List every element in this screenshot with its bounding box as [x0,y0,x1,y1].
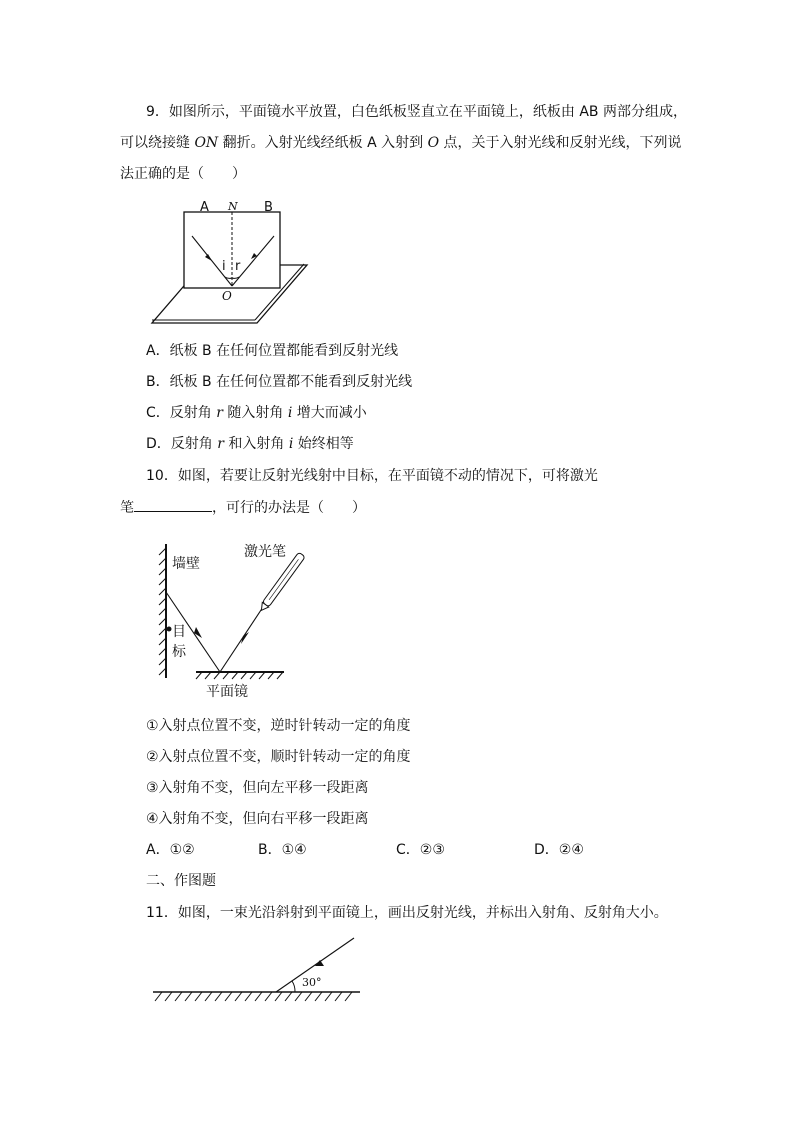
q11-stem: 11．如图，一束光沿斜射到平面镜上，画出反射光线，并标出入射角、反射角大小。 [146,905,668,921]
fig-wall-label: 墙壁 [172,556,200,572]
q9-option-a: A．纸板 B 在任何位置都能看到反射光线 [146,343,399,359]
q9-option-c: C．反射角 r 随入射角 i 增大而减小 [146,405,367,421]
q10-choice-1: ①入射点位置不变，逆时针转动一定的角度 [146,718,411,734]
fig-label-a: A [200,200,209,215]
q10-stem-line2: 笔 ，可行的办法是（ ） [120,497,366,518]
q10-option-d: D．②④ [534,842,584,858]
fig-laser-label: 激光笔 [244,544,286,560]
fig-angle-label: 30° [302,976,322,989]
fig-label-r: r [235,259,241,274]
q9-reflection-figure [150,196,310,326]
q11-mirror-figure [150,930,365,1010]
fig-label-n: N [228,200,238,213]
answer-blank[interactable] [134,497,212,512]
q10-option-a: A．①② [146,842,195,858]
q9-option-b: B．纸板 B 在任何位置都不能看到反射光线 [146,374,413,390]
q10-choice-4: ④入射角不变，但向右平移一段距离 [146,811,369,827]
fig-label-b: B [264,200,273,215]
section-title: 二、作图题 [146,873,216,889]
q10-choice-3: ③入射角不变，但向左平移一段距离 [146,780,369,796]
q10-stem-line1: 10．如图，若要让反射光线射中目标，在平面镜不动的情况下，可将激光 [146,468,598,484]
q9-stem-line3: 法正确的是（ ） [120,166,246,182]
fig-target-label-1: 目 [172,624,186,640]
q9-stem-line1: 9．如图所示，平面镜水平放置，白色纸板竖直立在平面镜上，纸板由 AB 两部分组成， [146,104,687,120]
fig-target-label-2: 标 [172,644,186,660]
fig-label-i: i [222,259,226,274]
fig-mirror-label: 平面镜 [206,684,248,700]
q9-option-d: D．反射角 r 和入射角 i 始终相等 [146,436,354,452]
q10-option-b: B．①④ [258,842,307,858]
q10-option-c: C．②③ [396,842,445,858]
fig-label-o: O [222,289,232,303]
q10-laser-figure [150,538,310,702]
q10-choice-2: ②入射点位置不变，顺时针转动一定的角度 [146,749,411,765]
q9-stem-line2: 可以绕接缝 ON 翻折。入射光线经纸板 A 入射到 O 点，关于入射光线和反射光线，下列说 [120,135,682,151]
